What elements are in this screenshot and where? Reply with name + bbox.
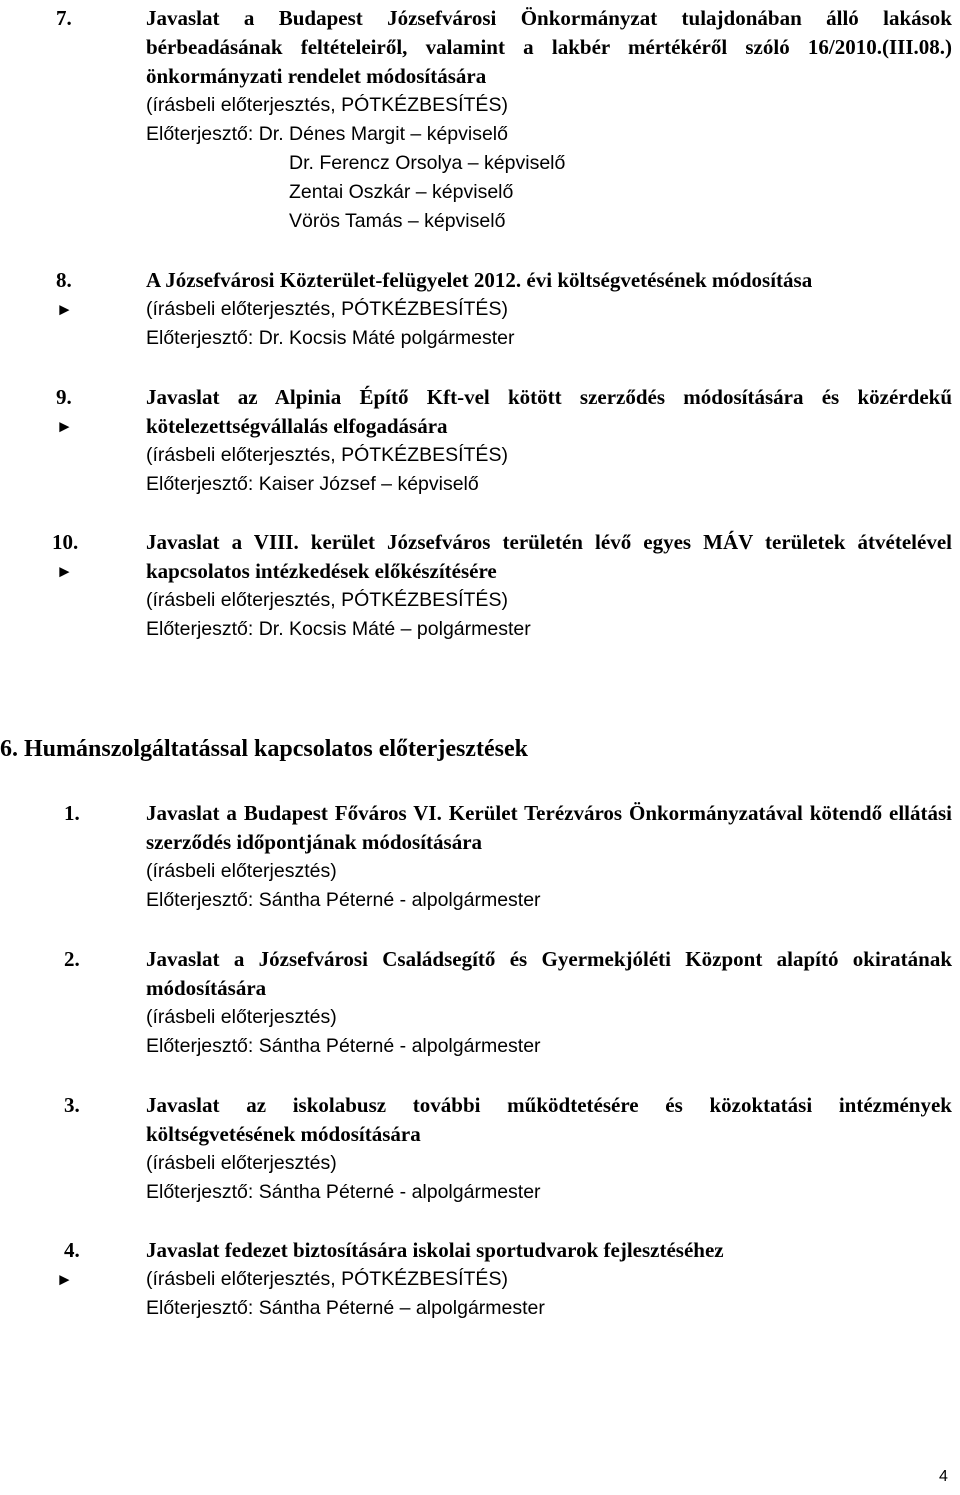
- item-presenter: Előterjesztő: Sántha Péterné – alpolgármester: [146, 1297, 545, 1319]
- item-submission: (írásbeli előterjesztés, PÓTKÉZBESÍTÉS): [146, 94, 508, 116]
- item-number: 4.: [64, 1238, 80, 1262]
- item-body: [146, 1236, 952, 1323]
- item-title: Javaslat a Budapest Főváros VI. Kerület Terézváros Önkormányzatával kötendő ellátási szerződés időpontjának módosítására: [146, 801, 952, 854]
- pointer-arrow-icon: ►: [56, 417, 73, 436]
- page-number: 4: [939, 1468, 948, 1485]
- item-number: 7.: [56, 6, 72, 30]
- item-title: Javaslat az iskolabusz további működtetésére és közoktatási intézmények költségvetésének módosítására: [146, 1093, 952, 1146]
- item-submission: (írásbeli előterjesztés): [146, 1006, 337, 1028]
- item-presenter: Előterjesztő: Kaiser József – képviselő: [146, 473, 479, 495]
- co-presenter: Vörös Tamás – képviselő: [289, 210, 506, 232]
- item-body: [146, 1091, 952, 1207]
- item-number: 10.: [52, 530, 79, 554]
- item-title: Javaslat a Józsefvárosi Családsegítő és Gyermekjóléti Központ alapító okiratának módosítására: [146, 947, 952, 1000]
- item-number: 9.: [56, 385, 72, 409]
- co-presenter-list: [146, 149, 952, 236]
- item-submission: (írásbeli előterjesztés, PÓTKÉZBESÍTÉS): [146, 1268, 508, 1290]
- item-body: [146, 266, 952, 353]
- item-body: [146, 383, 952, 499]
- item-presenter: Előterjesztő: Sántha Péterné - alpolgármester: [146, 889, 541, 911]
- item-presenter: Előterjesztő: Sántha Péterné - alpolgármester: [146, 1181, 541, 1203]
- item-presenter: Előterjesztő: Dr. Dénes Margit – képviselő: [146, 123, 508, 145]
- item-number: 2.: [64, 947, 80, 971]
- item-presenter: Előterjesztő: Dr. Kocsis Máté polgármester: [146, 327, 515, 349]
- item-submission: (írásbeli előterjesztés, PÓTKÉZBESÍTÉS): [146, 298, 508, 320]
- section-heading: 6. Humánszolgáltatással kapcsolatos előterjesztések: [0, 736, 528, 762]
- item-title: Javaslat a VIII. kerület Józsefváros területén lévő egyes MÁV területek átvételével kapcsolatos intézkedések előkészítésére: [146, 530, 952, 583]
- item-number: 1.: [64, 801, 80, 825]
- item-number: 3.: [64, 1093, 80, 1117]
- item-presenter: Előterjesztő: Sántha Péterné - alpolgármester: [146, 1035, 541, 1057]
- item-title: Javaslat az Alpinia Építő Kft-vel kötött szerződés módosítására és közérdekű kötelezettségvállalás elfogadására: [146, 385, 952, 438]
- item-body: [146, 799, 952, 915]
- co-presenter: Dr. Ferencz Orsolya – képviselő: [289, 152, 566, 174]
- item-presenter: Előterjesztő: Dr. Kocsis Máté – polgármester: [146, 618, 531, 640]
- item-title: Javaslat fedezet biztosítására iskolai sportudvarok fejlesztéséhez: [146, 1238, 724, 1262]
- item-title: A Józsefvárosi Közterület-felügyelet 2012. évi költségvetésének módosítása: [146, 268, 813, 292]
- item-number: 8.: [56, 268, 72, 292]
- item-submission: (írásbeli előterjesztés, PÓTKÉZBESÍTÉS): [146, 444, 508, 466]
- item-title: Javaslat a Budapest Józsefvárosi Önkormányzat tulajdonában álló lakások bérbeadásának feltételeiről, valamint a lakbér mértékéről szóló 16/2010.(III.08.) önkormányzati rendelet módosítására: [146, 6, 952, 88]
- item-body: [146, 4, 952, 236]
- item-submission: (írásbeli előterjesztés): [146, 1152, 337, 1174]
- co-presenter: Zentai Oszkár – képviselő: [289, 181, 514, 203]
- pointer-arrow-icon: ►: [56, 562, 73, 581]
- item-submission: (írásbeli előterjesztés, PÓTKÉZBESÍTÉS): [146, 589, 508, 611]
- pointer-arrow-icon: ►: [56, 300, 73, 319]
- item-body: [146, 528, 952, 644]
- item-submission: (írásbeli előterjesztés): [146, 860, 337, 882]
- item-body: [146, 945, 952, 1061]
- pointer-arrow-icon: ►: [56, 1270, 73, 1289]
